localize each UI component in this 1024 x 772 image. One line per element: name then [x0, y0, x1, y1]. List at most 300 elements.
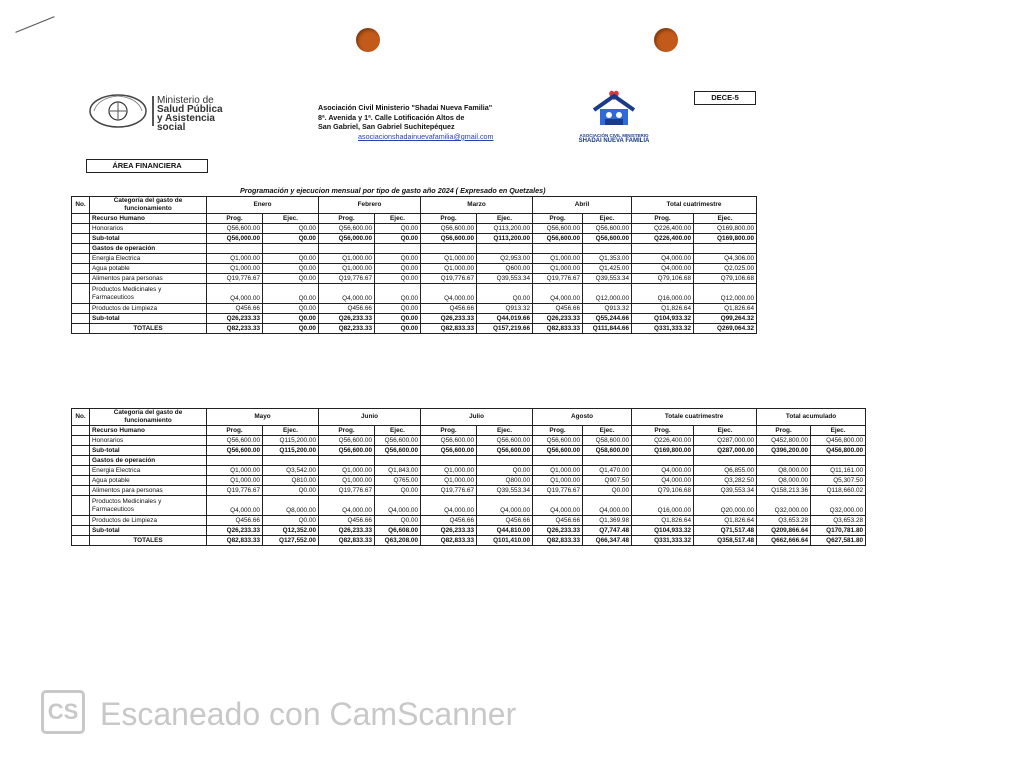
- value-cell: Q115,200.00: [263, 446, 319, 456]
- prog-header: Prog.: [421, 426, 477, 436]
- value-cell: Q0.00: [375, 264, 421, 274]
- no-cell: [72, 234, 90, 244]
- association-email[interactable]: asociacionshadainuevafamilia@gmail.com: [358, 131, 494, 141]
- value-cell: Q913.32: [477, 304, 533, 314]
- value-cell: Q26,233.33: [207, 314, 263, 324]
- prog-header: Prog.: [207, 214, 263, 224]
- row-label: Agua potable: [90, 476, 207, 486]
- empty-cell: [477, 244, 533, 254]
- value-cell: Q331,333.32: [632, 324, 694, 334]
- value-cell: Q3,653.28: [811, 516, 866, 526]
- value-cell: Q169,800.00: [632, 446, 694, 456]
- value-cell: Q4,000.00: [207, 284, 263, 304]
- value-cell: Q4,000.00: [533, 496, 583, 516]
- value-cell: Q1,000.00: [207, 466, 263, 476]
- value-cell: Q58,600.00: [583, 436, 632, 446]
- no-cell: [72, 536, 90, 546]
- value-cell: Q4,000.00: [421, 496, 477, 516]
- value-cell: Q1,843.00: [375, 466, 421, 476]
- value-cell: Q32,000.00: [811, 496, 866, 516]
- value-cell: Q19,776.67: [319, 486, 375, 496]
- empty-cell: [533, 244, 583, 254]
- value-cell: Q99,264.32: [694, 314, 757, 324]
- prog-header: Prog.: [757, 426, 811, 436]
- value-cell: Q56,600.00: [421, 446, 477, 456]
- value-cell: Q56,600.00: [583, 224, 632, 234]
- pen-mark: [15, 16, 54, 33]
- ejec-header: Ejec.: [694, 214, 757, 224]
- value-cell: Q810.00: [263, 476, 319, 486]
- value-cell: Q44,810.00: [477, 526, 533, 536]
- value-cell: Q3,282.50: [694, 476, 757, 486]
- value-cell: Q1,826.64: [694, 516, 757, 526]
- empty-cell: [375, 456, 421, 466]
- value-cell: Q456,800.00: [811, 446, 866, 456]
- row-label: Alimentos para personas: [90, 274, 207, 284]
- value-cell: Q5,307.50: [811, 476, 866, 486]
- camscanner-logo: CS: [41, 690, 85, 734]
- value-cell: Q19,776.67: [421, 486, 477, 496]
- table-row: [72, 314, 757, 324]
- row-label: Honorarios: [90, 436, 207, 446]
- house-heart-icon: [589, 88, 639, 128]
- value-cell: Q4,000.00: [632, 264, 694, 274]
- value-cell: Q39,553.34: [694, 486, 757, 496]
- value-cell: Q4,000.00: [421, 284, 477, 304]
- value-cell: Q19,776.67: [533, 486, 583, 496]
- category-header: Categoría del gasto de funcionamiento: [90, 409, 207, 426]
- punch-hole-left: [356, 28, 380, 52]
- value-cell: Q1,353.00: [583, 254, 632, 264]
- value-cell: Q0.00: [263, 274, 319, 284]
- value-cell: Q1,000.00: [533, 254, 583, 264]
- period-header: Total cuatrimestre: [632, 197, 757, 214]
- value-cell: Q79,106.68: [694, 274, 757, 284]
- value-cell: Q157,219.66: [477, 324, 533, 334]
- section-label: Gastos de operación: [90, 244, 207, 254]
- value-cell: Q1,826.64: [632, 304, 694, 314]
- table-row: [72, 224, 757, 234]
- table-row: [72, 254, 757, 264]
- no-cell: [72, 214, 90, 224]
- ejec-header: Ejec.: [694, 426, 757, 436]
- period-header: Agosto: [533, 409, 632, 426]
- table-jan-apr: [71, 196, 757, 334]
- table-row: [72, 496, 866, 516]
- empty-cell: [207, 244, 263, 254]
- value-cell: Q26,233.33: [319, 526, 375, 536]
- ejec-header: Ejec.: [583, 214, 632, 224]
- value-cell: Q8,000.00: [757, 466, 811, 476]
- value-cell: Q71,517.48: [694, 526, 757, 536]
- no-cell: [72, 324, 90, 334]
- category-header: Categoría del gasto de funcionamiento: [90, 197, 207, 214]
- value-cell: Q600.00: [477, 264, 533, 274]
- empty-cell: [319, 244, 375, 254]
- value-cell: Q0.00: [263, 254, 319, 264]
- value-cell: Q111,844.66: [583, 324, 632, 334]
- period-header: Febrero: [319, 197, 421, 214]
- value-cell: Q56,600.00: [319, 436, 375, 446]
- ejec-header: Ejec.: [263, 426, 319, 436]
- value-cell: Q456.66: [207, 304, 263, 314]
- value-cell: Q287,000.00: [694, 436, 757, 446]
- period-header: Julio: [421, 409, 533, 426]
- table-jan-apr-body: [72, 197, 757, 334]
- value-cell: Q79,106.68: [632, 486, 694, 496]
- value-cell: Q82,833.33: [421, 536, 477, 546]
- empty-cell: [533, 456, 583, 466]
- value-cell: Q4,000.00: [319, 496, 375, 516]
- value-cell: Q4,000.00: [583, 496, 632, 516]
- value-cell: Q16,000.00: [632, 496, 694, 516]
- row-label: Productos Medicinales y Farmaceuticos: [90, 496, 207, 516]
- value-cell: Q456.66: [533, 516, 583, 526]
- value-cell: Q63,208.00: [375, 536, 421, 546]
- value-cell: Q0.00: [583, 486, 632, 496]
- camscanner-watermark: Escaneado con CamScanner: [100, 696, 517, 732]
- value-cell: Q56,600.00: [533, 234, 583, 244]
- value-cell: Q82,833.33: [533, 324, 583, 334]
- prog-header: Prog.: [533, 214, 583, 224]
- no-cell: [72, 456, 90, 466]
- value-cell: Q0.00: [375, 324, 421, 334]
- value-cell: Q170,781.80: [811, 526, 866, 536]
- no-cell: [72, 436, 90, 446]
- table-row: [72, 284, 757, 304]
- empty-cell: [207, 456, 263, 466]
- value-cell: Q101,410.00: [477, 536, 533, 546]
- table-row: [72, 486, 866, 496]
- value-cell: Q456.66: [319, 516, 375, 526]
- value-cell: Q55,244.66: [583, 314, 632, 324]
- table-row: [72, 516, 866, 526]
- empty-cell: [694, 456, 757, 466]
- row-label: Sub-total: [90, 314, 207, 324]
- value-cell: Q4,000.00: [632, 476, 694, 486]
- value-cell: Q627,581.80: [811, 536, 866, 546]
- prog-header: Prog.: [632, 214, 694, 224]
- value-cell: Q4,000.00: [375, 496, 421, 516]
- value-cell: Q287,000.00: [694, 446, 757, 456]
- value-cell: Q1,000.00: [421, 476, 477, 486]
- value-cell: Q913.32: [583, 304, 632, 314]
- value-cell: Q56,600.00: [477, 436, 533, 446]
- value-cell: Q56,600.00: [319, 224, 375, 234]
- value-cell: Q19,776.67: [533, 274, 583, 284]
- value-cell: Q765.00: [375, 476, 421, 486]
- table-row: [72, 476, 866, 486]
- value-cell: Q56,600.00: [477, 446, 533, 456]
- table-row: [72, 264, 757, 274]
- no-cell: [72, 274, 90, 284]
- ejec-header: Ejec.: [477, 214, 533, 224]
- no-cell: [72, 426, 90, 436]
- row-label: Agua potable: [90, 264, 207, 274]
- row-label: TOTALES: [90, 536, 207, 546]
- value-cell: Q56,600.00: [207, 446, 263, 456]
- ejec-header: Ejec.: [583, 426, 632, 436]
- value-cell: Q0.00: [263, 324, 319, 334]
- value-cell: Q56,600.00: [533, 446, 583, 456]
- value-cell: Q16,000.00: [632, 284, 694, 304]
- no-cell: [72, 476, 90, 486]
- row-label: Productos de Limpieza: [90, 516, 207, 526]
- value-cell: Q4,000.00: [632, 254, 694, 264]
- value-cell: Q4,000.00: [533, 284, 583, 304]
- value-cell: Q169,800.00: [694, 234, 757, 244]
- section-label: Recurso Humano: [90, 426, 207, 436]
- value-cell: Q1,000.00: [207, 254, 263, 264]
- value-cell: Q0.00: [263, 516, 319, 526]
- value-cell: Q0.00: [375, 486, 421, 496]
- value-cell: Q1,369.98: [583, 516, 632, 526]
- no-cell: [72, 254, 90, 264]
- value-cell: Q331,333.32: [632, 536, 694, 546]
- ejec-header: Ejec.: [375, 214, 421, 224]
- coat-of-arms-icon: [88, 92, 150, 130]
- value-cell: Q0.00: [375, 234, 421, 244]
- value-cell: Q1,826.64: [632, 516, 694, 526]
- value-cell: Q1,000.00: [319, 466, 375, 476]
- value-cell: Q269,064.32: [694, 324, 757, 334]
- value-cell: Q11,161.00: [811, 466, 866, 476]
- value-cell: Q56,600.00: [421, 234, 477, 244]
- empty-cell: [632, 244, 694, 254]
- value-cell: Q0.00: [263, 486, 319, 496]
- value-cell: Q0.00: [263, 224, 319, 234]
- empty-cell: [477, 456, 533, 466]
- value-cell: Q0.00: [375, 516, 421, 526]
- value-cell: Q0.00: [375, 274, 421, 284]
- value-cell: Q26,233.33: [421, 526, 477, 536]
- value-cell: Q396,200.00: [757, 446, 811, 456]
- value-cell: Q3,542.00: [263, 466, 319, 476]
- prog-header: Prog.: [319, 426, 375, 436]
- value-cell: Q26,233.33: [421, 314, 477, 324]
- value-cell: Q19,776.67: [207, 486, 263, 496]
- value-cell: Q662,666.64: [757, 536, 811, 546]
- row-label: Honorarios: [90, 224, 207, 234]
- value-cell: Q39,553.34: [477, 274, 533, 284]
- value-cell: Q12,000.00: [694, 284, 757, 304]
- value-cell: Q56,600.00: [207, 224, 263, 234]
- row-label: Energia Electrica: [90, 466, 207, 476]
- empty-cell: [811, 456, 866, 466]
- value-cell: Q82,833.33: [421, 324, 477, 334]
- prog-header: Prog.: [632, 426, 694, 436]
- value-cell: Q4,306.00: [694, 254, 757, 264]
- section-label: Gastos de operación: [90, 456, 207, 466]
- section-row: [72, 214, 757, 224]
- empty-cell: [375, 244, 421, 254]
- value-cell: Q800.00: [477, 476, 533, 486]
- value-cell: Q56,600.00: [421, 224, 477, 234]
- value-cell: Q82,233.33: [319, 324, 375, 334]
- empty-cell: [757, 456, 811, 466]
- value-cell: Q4,000.00: [319, 284, 375, 304]
- row-label: Alimentos para personas: [90, 486, 207, 496]
- section-label: Recurso Humano: [90, 214, 207, 224]
- section-row: [72, 244, 757, 254]
- value-cell: Q56,600.00: [207, 436, 263, 446]
- value-cell: Q1,000.00: [533, 466, 583, 476]
- value-cell: Q1,000.00: [421, 466, 477, 476]
- empty-cell: [263, 456, 319, 466]
- no-cell: [72, 466, 90, 476]
- value-cell: Q0.00: [263, 284, 319, 304]
- no-cell: [72, 526, 90, 536]
- table-row: [72, 466, 866, 476]
- value-cell: Q82,233.33: [207, 324, 263, 334]
- shadai-logo: ASOCIACIÓN CIVIL MINISTERIO SHADAI NUEVA FAMILIA: [566, 88, 662, 140]
- value-cell: Q6,855.00: [694, 466, 757, 476]
- row-label: Sub-total: [90, 446, 207, 456]
- section-row: [72, 456, 866, 466]
- value-cell: Q26,233.33: [207, 526, 263, 536]
- value-cell: Q19,776.67: [319, 274, 375, 284]
- no-cell: [72, 496, 90, 516]
- period-header: Marzo: [421, 197, 533, 214]
- value-cell: Q19,776.67: [421, 274, 477, 284]
- value-cell: Q66,347.48: [583, 536, 632, 546]
- prog-header: Prog.: [421, 214, 477, 224]
- empty-cell: [583, 244, 632, 254]
- ministry-name: Ministerio de Salud Pública y Asistencia social: [157, 95, 223, 133]
- value-cell: Q358,517.48: [694, 536, 757, 546]
- value-cell: Q1,425.00: [583, 264, 632, 274]
- value-cell: Q39,553.34: [583, 274, 632, 284]
- value-cell: Q82,833.33: [207, 536, 263, 546]
- value-cell: Q39,553.34: [477, 486, 533, 496]
- value-cell: Q2,025.00: [694, 264, 757, 274]
- value-cell: Q32,000.00: [757, 496, 811, 516]
- value-cell: Q4,000.00: [207, 496, 263, 516]
- value-cell: Q1,000.00: [533, 264, 583, 274]
- value-cell: Q56,600.00: [375, 446, 421, 456]
- table-row: [72, 304, 757, 314]
- value-cell: Q1,000.00: [319, 476, 375, 486]
- empty-cell: [421, 456, 477, 466]
- value-cell: Q3,653.28: [757, 516, 811, 526]
- value-cell: Q1,470.00: [583, 466, 632, 476]
- value-cell: Q113,200.00: [477, 234, 533, 244]
- no-cell: [72, 224, 90, 234]
- value-cell: Q1,000.00: [421, 254, 477, 264]
- value-cell: Q56,600.00: [375, 436, 421, 446]
- table-caption: Programación y ejecucion mensual por tipo de gasto año 2024 ( Expresado en Quetzales): [240, 186, 546, 195]
- table-may-aug: [71, 408, 866, 546]
- no-cell: [72, 486, 90, 496]
- no-cell: [72, 314, 90, 324]
- period-header: Total acumulado: [757, 409, 866, 426]
- empty-cell: [632, 456, 694, 466]
- value-cell: Q79,106.68: [632, 274, 694, 284]
- ejec-header: Ejec.: [263, 214, 319, 224]
- prog-header: Prog.: [207, 426, 263, 436]
- table-may-aug-body: [72, 409, 866, 546]
- value-cell: Q26,233.33: [533, 314, 583, 324]
- row-label: TOTALES: [90, 324, 207, 334]
- no-cell: [72, 244, 90, 254]
- area-label: ÁREA FINANCIERA: [86, 159, 208, 173]
- no-cell: [72, 516, 90, 526]
- value-cell: Q226,400.00: [632, 436, 694, 446]
- ejec-header: Ejec.: [375, 426, 421, 436]
- value-cell: Q1,826.64: [694, 304, 757, 314]
- value-cell: Q1,000.00: [319, 254, 375, 264]
- value-cell: Q0.00: [263, 234, 319, 244]
- row-label: Productos Medicinales y Farmaceuticos: [90, 284, 207, 304]
- value-cell: Q226,400.00: [632, 234, 694, 244]
- value-cell: Q1,000.00: [533, 476, 583, 486]
- value-cell: Q452,800.00: [757, 436, 811, 446]
- empty-cell: [263, 244, 319, 254]
- value-cell: Q56,000.00: [319, 234, 375, 244]
- table-row: [72, 274, 757, 284]
- value-cell: Q0.00: [477, 284, 533, 304]
- table-row: [72, 536, 866, 546]
- empty-cell: [694, 244, 757, 254]
- value-cell: Q0.00: [263, 314, 319, 324]
- value-cell: Q456.66: [533, 304, 583, 314]
- table-row: [72, 526, 866, 536]
- value-cell: Q44,019.66: [477, 314, 533, 324]
- value-cell: Q1,000.00: [421, 264, 477, 274]
- value-cell: Q56,600.00: [533, 224, 583, 234]
- row-label: Sub-total: [90, 526, 207, 536]
- value-cell: Q118,660.02: [811, 486, 866, 496]
- value-cell: Q56,000.00: [207, 234, 263, 244]
- table-row: [72, 234, 757, 244]
- value-cell: Q82,833.33: [533, 536, 583, 546]
- value-cell: Q0.00: [263, 304, 319, 314]
- value-cell: Q1,000.00: [319, 264, 375, 274]
- table-row: [72, 446, 866, 456]
- logo-divider: [152, 96, 154, 126]
- section-row: [72, 426, 866, 436]
- value-cell: Q7,747.48: [583, 526, 632, 536]
- empty-cell: [421, 244, 477, 254]
- value-cell: Q1,000.00: [207, 264, 263, 274]
- value-cell: Q26,233.33: [319, 314, 375, 324]
- table-row: [72, 324, 757, 334]
- row-label: Productos de Limpieza: [90, 304, 207, 314]
- value-cell: Q12,000.00: [583, 284, 632, 304]
- value-cell: Q104,933.32: [632, 526, 694, 536]
- period-header: Abril: [533, 197, 632, 214]
- ejec-header: Ejec.: [477, 426, 533, 436]
- value-cell: Q58,600.00: [583, 446, 632, 456]
- value-cell: Q0.00: [375, 254, 421, 264]
- value-cell: Q82,833.33: [319, 536, 375, 546]
- value-cell: Q209,866.64: [757, 526, 811, 536]
- value-cell: Q158,213.36: [757, 486, 811, 496]
- no-header: No.: [72, 197, 90, 214]
- period-header: Enero: [207, 197, 319, 214]
- value-cell: Q127,552.00: [263, 536, 319, 546]
- no-cell: [72, 284, 90, 304]
- period-header: Junio: [319, 409, 421, 426]
- value-cell: Q0.00: [477, 466, 533, 476]
- value-cell: Q456.66: [207, 516, 263, 526]
- row-label: Sub-total: [90, 234, 207, 244]
- value-cell: Q6,608.00: [375, 526, 421, 536]
- value-cell: Q1,000.00: [207, 476, 263, 486]
- value-cell: Q113,200.00: [477, 224, 533, 234]
- no-cell: [72, 446, 90, 456]
- empty-cell: [319, 456, 375, 466]
